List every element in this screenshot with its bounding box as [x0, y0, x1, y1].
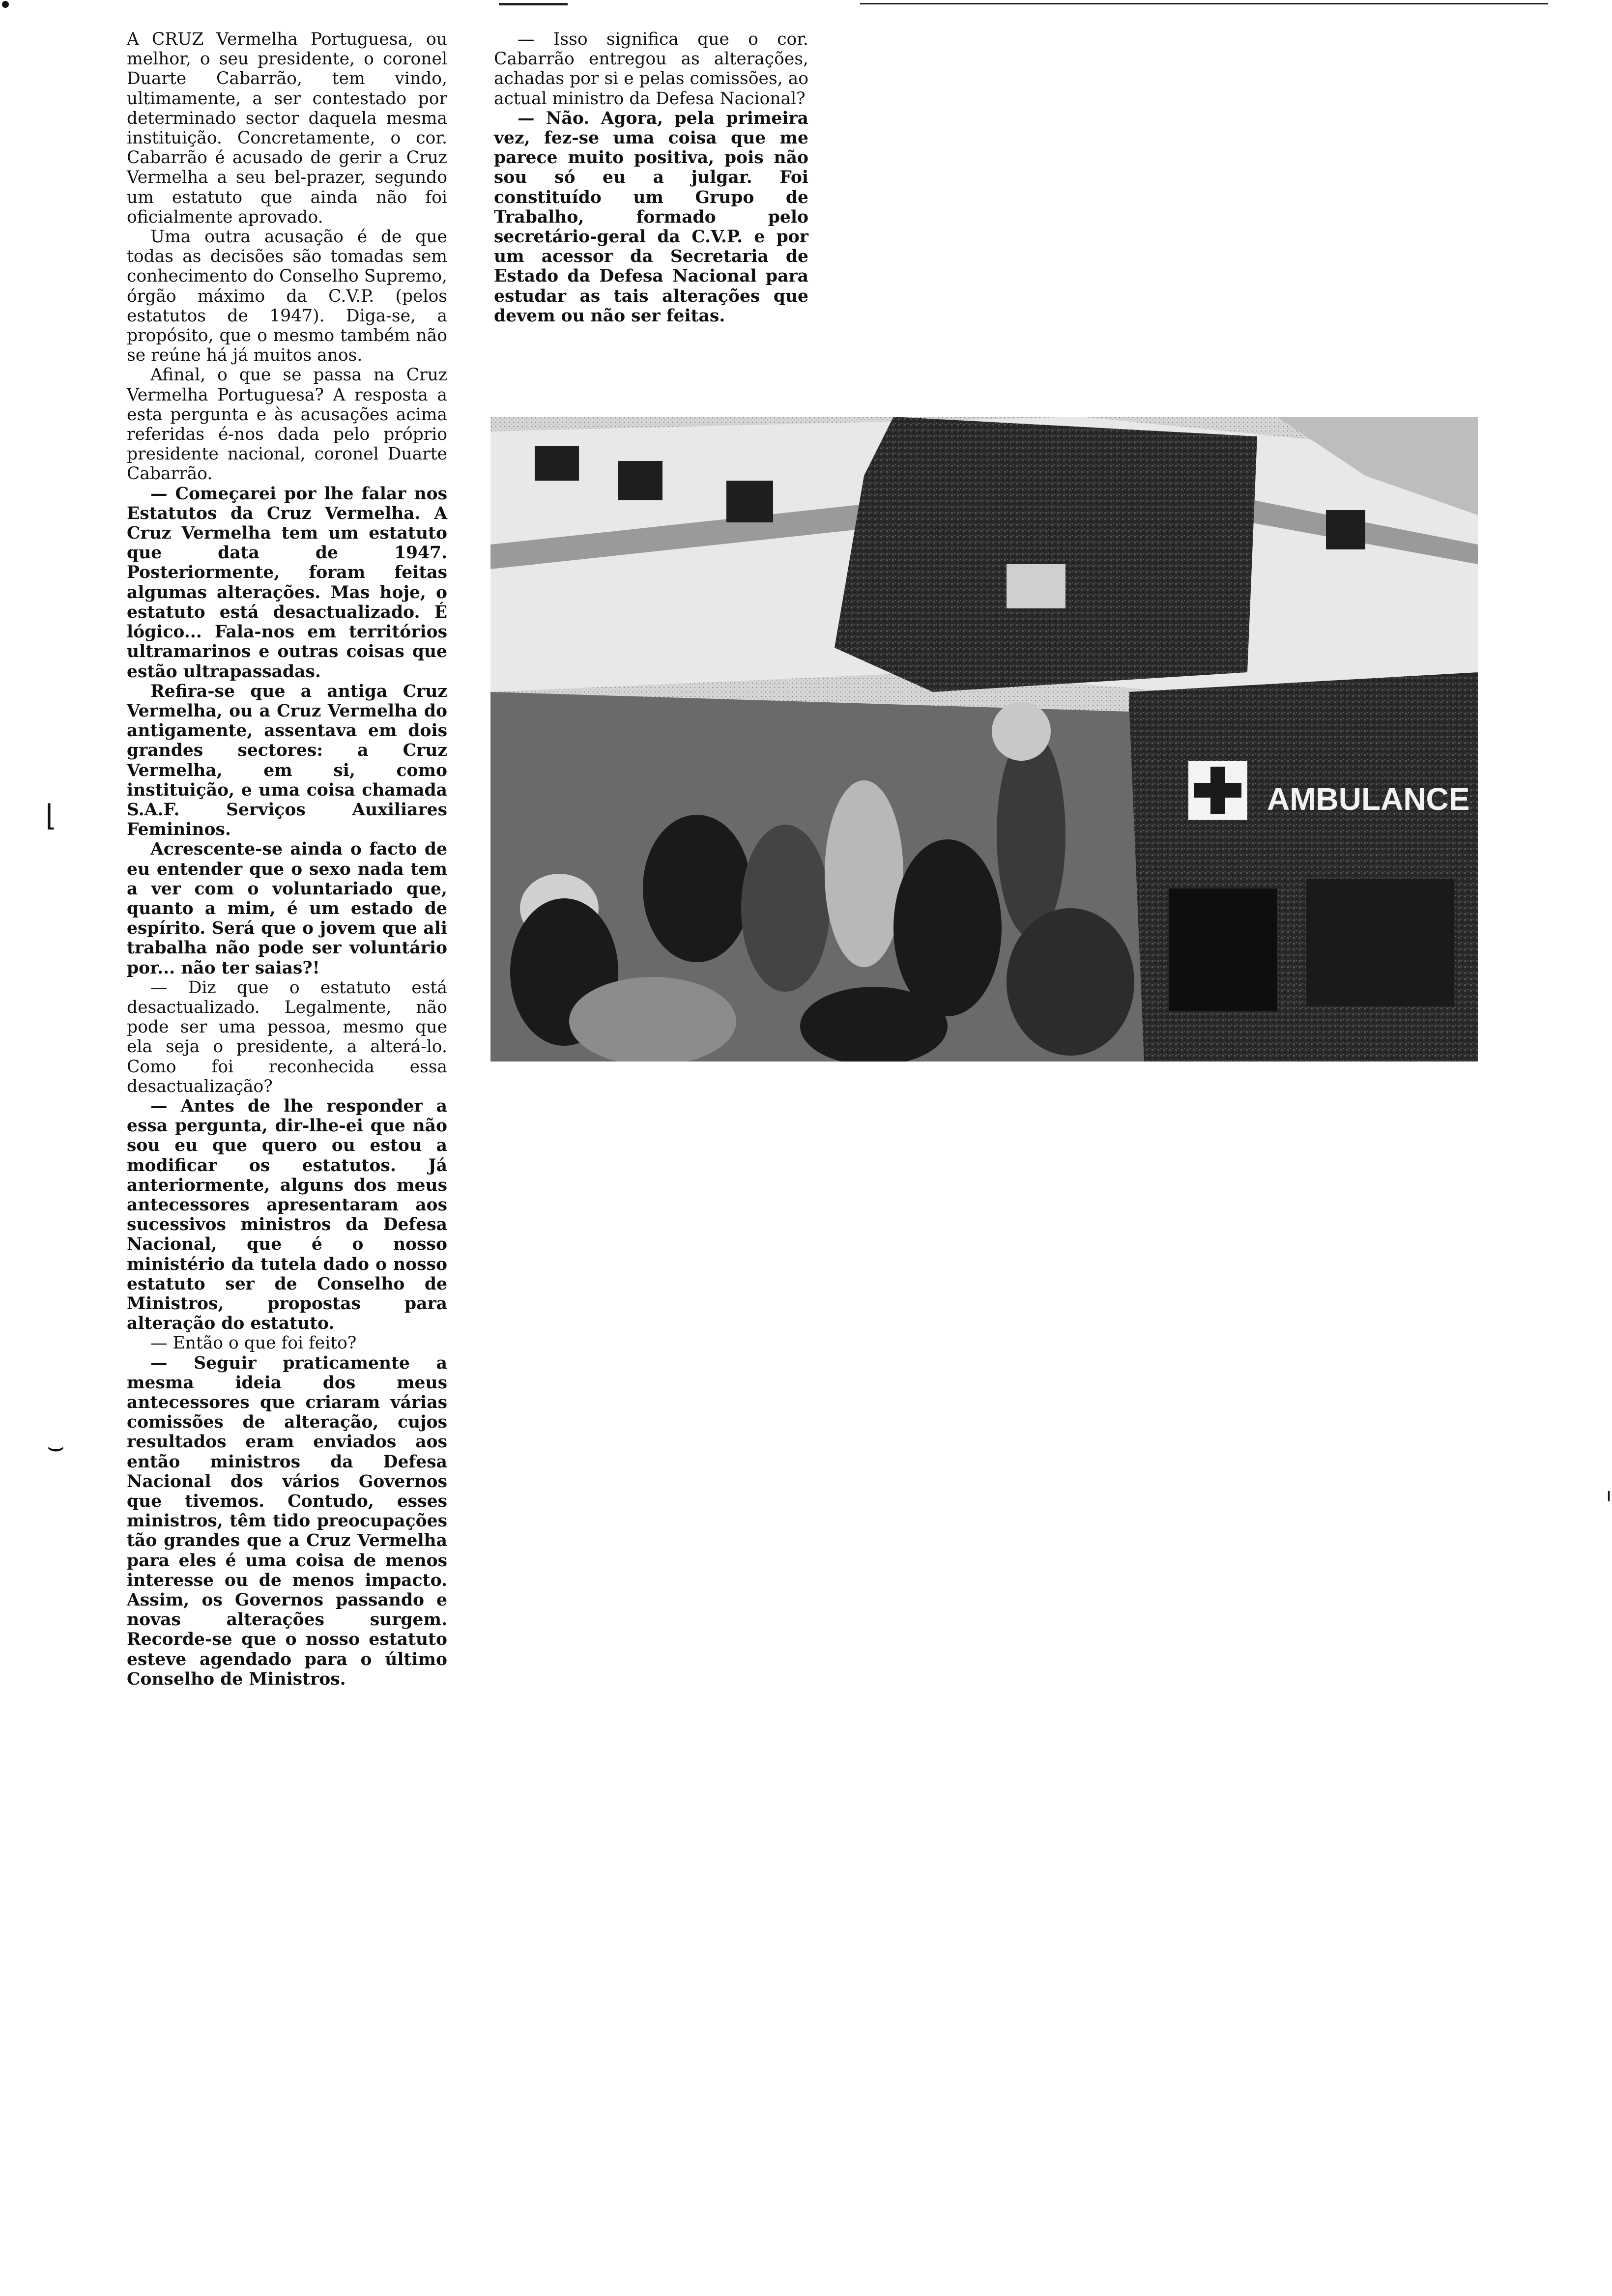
- scan-rule: [499, 3, 568, 5]
- article-paragraph: A CRUZ Vermelha Portuguesa, ou melhor, o seu presidente, o coronel Duarte Cabarrão, tem vindo, ultimamente, a ser contestado por determinado sector daquela mesma instituição. Concretamente, o cor. Cabarrão é acusado de gerir a Cruz Vermelha a seu bel-prazer, segundo um estatuto que ainda não foi oficialmente aprovado.: [127, 29, 447, 227]
- scan-mark: ı: [1606, 1484, 1612, 1506]
- scan-dot: [2, 1, 9, 8]
- scan-rule: [860, 3, 1548, 4]
- article-paragraph: Afinal, o que se passa na Cruz Vermelha Portuguesa? A resposta a esta pergunta e às acusações acima referidas é-nos dada pelo próprio presidente nacional, coronel Duarte Cabarrão.: [127, 365, 447, 484]
- article-paragraph: — Seguir praticamente a mesma ideia dos meus antecessores que criaram várias comissões de alteração, cujos resultados eram enviados aos então ministros da Defesa Nacional dos vários Governos que tivemos. Contudo, esses ministros, têm tido preocupações tão grandes que a Cruz Vermelha para eles é uma coisa de menos interesse ou de menos impacto. Assim, os Governos passando e novas alterações surgem. Recorde-se que o nosso estatuto esteve agendado para o último Conselho de Ministros.: [127, 1353, 447, 1689]
- scan-mark: ⌊: [45, 799, 57, 832]
- article-paragraph: — Antes de lhe responder a essa pergunta, dir-lhe-ei que não sou eu que quero ou estou a modificar os estatutos. Já anteriormente, alguns dos meus antecessores apresentaram aos sucessivos ministros da Defesa Nacional, que é o nosso ministério da tutela dado o nosso estatuto ser de Conselho de Ministros, propostas para alteração do estatuto.: [127, 1096, 447, 1334]
- article-paragraph: — Não. Agora, pela primeira vez, fez-se uma coisa que me parece muito positiva, pois não sou só eu a julgar. Foi constituído um Grupo de Trabalho, formado pelo secretário-geral da C.V.P. e por um acessor da Secretaria de Estado da Defesa Nacional para estudar as tais alterações que devem ou não ser feitas.: [494, 108, 808, 326]
- article-column-left: [127, 29, 447, 1689]
- article-paragraph: Uma outra acusação é de que todas as decisões são tomadas sem conhecimento do Conselho Supremo, órgão máximo da C.V.P. (pelos estatutos de 1947). Diga-se, a propósito, que o mesmo também não se reúne há já muitos anos.: [127, 227, 447, 366]
- article-paragraph: Acrescente-se ainda o facto de eu entender que o sexo nada tem a ver com o voluntariado que, quanto a mim, é um estado de espírito. Será que o jovem que ali trabalha não pode ser voluntário por... não ter saias?!: [127, 839, 447, 978]
- scan-mark: ⌣: [47, 1431, 65, 1462]
- article-paragraph: Refira-se que a antiga Cruz Vermelha, ou a Cruz Vermelha do antigamente, assentava em dois grandes sectores: a Cruz Vermelha, em si, como instituição, e uma coisa chamada S.A.F. Serviços Auxiliares Femininos.: [127, 681, 447, 840]
- article-paragraph: — Começarei por lhe falar nos Estatutos da Cruz Vermelha. A Cruz Vermelha tem um estatuto que data de 1947. Posteriormente, foram feitas algumas alterações. Mas hoje, o estatuto está desactualizado. É lógico... Fala-nos em territórios ultramarinos e outras coisas que estão ultrapassadas.: [127, 484, 447, 682]
- ambulance-sign: AMBULANCE: [1267, 781, 1470, 817]
- ambulance-window: [1306, 879, 1454, 1006]
- cargo-door: [835, 417, 1257, 692]
- article-paragraph: — Isso significa que o cor. Cabarrão entregou as alterações, achadas por si e pelas comissões, ao actual ministro da Defesa Nacional?: [494, 29, 808, 109]
- article-paragraph: — Então o que foi feito?: [150, 1333, 357, 1353]
- cargo-crate: [1007, 564, 1065, 608]
- article-paragraph: — Diz que o estatuto está desactualizado. Legalmente, não pode ser uma pessoa, mesmo que ela seja o presidente, a alterá-lo. Como foi reconhecida essa desactualização?: [127, 977, 447, 1096]
- article-column-right: [494, 29, 808, 326]
- ambulance-window: [1169, 889, 1277, 1011]
- red-cross-emblem: [1188, 761, 1247, 820]
- news-photo-ambulance-airplane: [490, 417, 1478, 1062]
